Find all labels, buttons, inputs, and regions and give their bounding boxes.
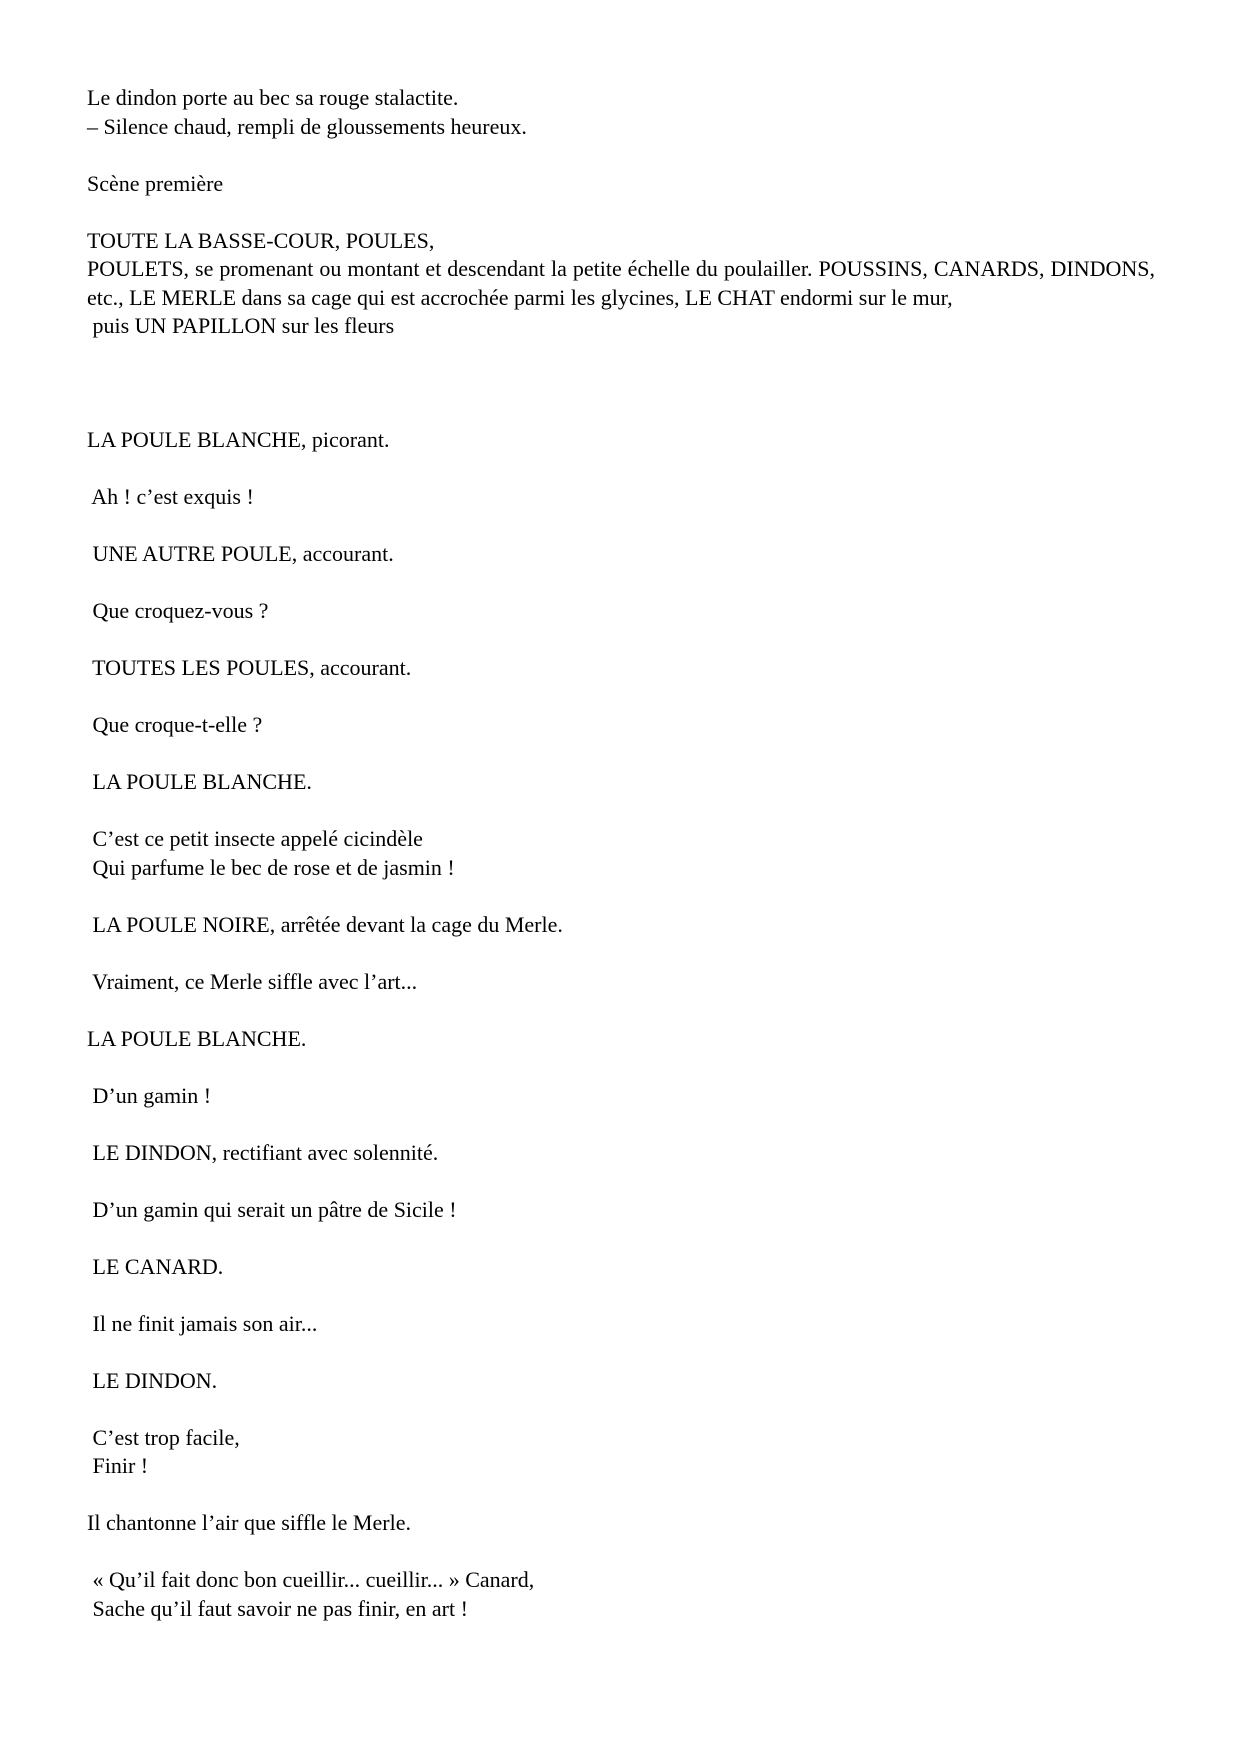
- document-page: [87, 84, 1155, 1623]
- speech-line: Que croque-t-elle ?: [87, 712, 263, 737]
- speech-line: « Qu’il fait donc bon cueillir... cueillir... » Canard,: [87, 1567, 535, 1592]
- spacer: [87, 198, 1155, 227]
- cast-last-line: puis UN PAPILLON sur les fleurs: [87, 313, 395, 338]
- speech-line: D’un gamin !: [87, 1082, 212, 1108]
- speaker-line: TOUTES LES POULES, accourant.: [87, 655, 412, 680]
- speaker-line: UNE AUTRE POULE, accourant.: [87, 541, 394, 566]
- speaker-line: LE DINDON, rectifiant avec solennité.: [87, 1139, 439, 1165]
- intro-line-2: – Silence chaud, rempli de gloussements heureux.: [87, 113, 527, 139]
- speaker-line: LA POULE NOIRE, arrêtée devant la cage du Merle.: [87, 911, 563, 937]
- speaker-line: LA POULE BLANCHE.: [87, 1025, 307, 1051]
- speaker-line: LE DINDON.: [87, 1367, 218, 1393]
- speech-line: Sache qu’il faut savoir ne pas finir, en art !: [87, 1595, 468, 1621]
- speech-line: D’un gamin qui serait un pâtre de Sicile !: [87, 1196, 457, 1222]
- cast-paragraph: POULETS, se promenant ou montant et descendant la petite échelle du poulailler. POUSSINS, CANARDS, DINDONS, etc., LE MERLE dans sa cage qui est accrochée parmi les glycines, LE CHAT endormi sur le mur,: [87, 256, 1155, 310]
- speech-line: Il ne finit jamais son air...: [87, 1310, 318, 1336]
- speaker-line: LA POULE BLANCHE, picorant.: [87, 427, 390, 452]
- speech-line: C’est trop facile,: [87, 1424, 240, 1450]
- cast-heading: TOUTE LA BASSE-COUR, POULES,: [87, 227, 435, 253]
- speech-line: Qui parfume le bec de rose et de jasmin !: [87, 854, 455, 880]
- speaker-line: LA POULE BLANCHE.: [87, 769, 312, 794]
- intro-line-1: Le dindon porte au bec sa rouge stalactite.: [87, 85, 459, 110]
- scene-title: Scène première: [87, 170, 224, 196]
- stage-direction: Il chantonne l’air que siffle le Merle.: [87, 1510, 411, 1535]
- spacer: [87, 341, 1155, 427]
- spacer: [87, 141, 1155, 170]
- speech-line: C’est ce petit insecte appelé cicindèle: [87, 826, 423, 851]
- speech-line: Vraiment, ce Merle siffle avec l’art...: [87, 968, 418, 994]
- speech-line: Que croquez-vous ?: [87, 598, 269, 623]
- speaker-line: LE CANARD.: [87, 1253, 224, 1279]
- speech-line: Finir !: [87, 1453, 149, 1478]
- speech-line: Ah ! c’est exquis !: [87, 484, 254, 509]
